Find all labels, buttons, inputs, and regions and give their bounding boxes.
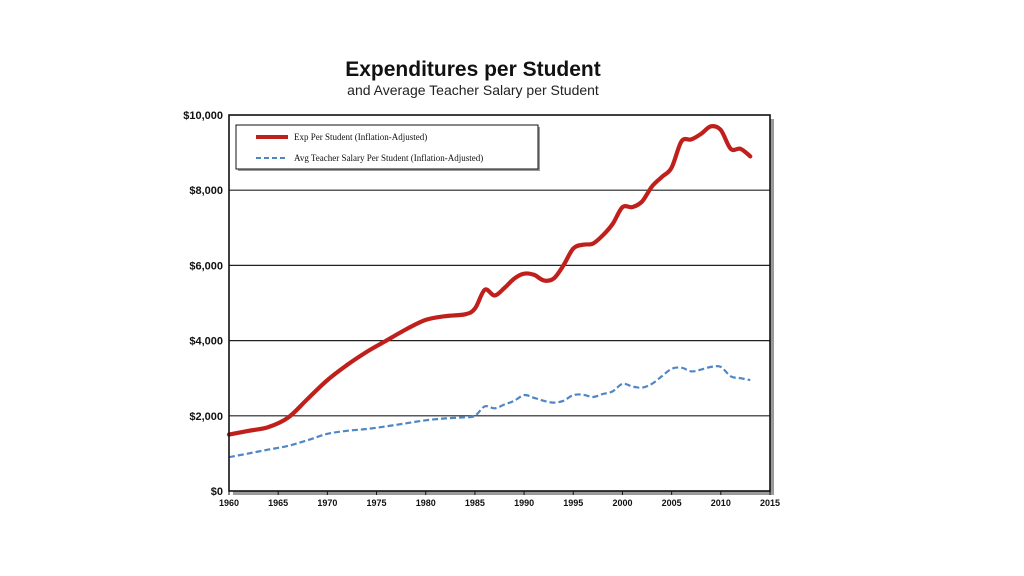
y-tick-label: $6,000: [189, 260, 223, 273]
x-tick-label: 1975: [366, 498, 387, 508]
y-tick-label: $10,000: [183, 110, 223, 122]
legend-label: Avg Teacher Salary Per Student (Inflation-Adjusted): [294, 153, 484, 163]
x-tick-label: 1990: [514, 498, 535, 508]
legend: [236, 125, 540, 171]
legend-label: Exp Per Student (Inflation-Adjusted): [294, 132, 428, 142]
chart-subtitle: and Average Teacher Salary per Student: [347, 82, 599, 98]
plot-shadow: [229, 115, 774, 495]
x-tick-label: 1995: [563, 498, 584, 508]
plot-area: [229, 115, 770, 491]
x-tick-label: 2000: [612, 498, 633, 508]
x-tick-label: 1960: [218, 498, 240, 508]
x-tick-label: 1970: [317, 498, 338, 508]
x-tick-label: 2005: [661, 498, 682, 508]
x-tick-label: 1965: [268, 498, 289, 508]
x-tick-label: 2015: [759, 498, 781, 508]
chart-title: Expenditures per Student: [345, 58, 601, 81]
x-tick-label: 1985: [464, 498, 485, 508]
x-tick-label: 1980: [415, 498, 436, 508]
y-axis-ticks: [183, 110, 223, 498]
y-tick-label: $0: [210, 486, 223, 498]
y-tick-label: $2,000: [189, 410, 223, 423]
x-tick-label: 2010: [710, 498, 731, 508]
y-tick-label: $8,000: [189, 185, 223, 198]
y-tick-label: $4,000: [189, 335, 223, 348]
